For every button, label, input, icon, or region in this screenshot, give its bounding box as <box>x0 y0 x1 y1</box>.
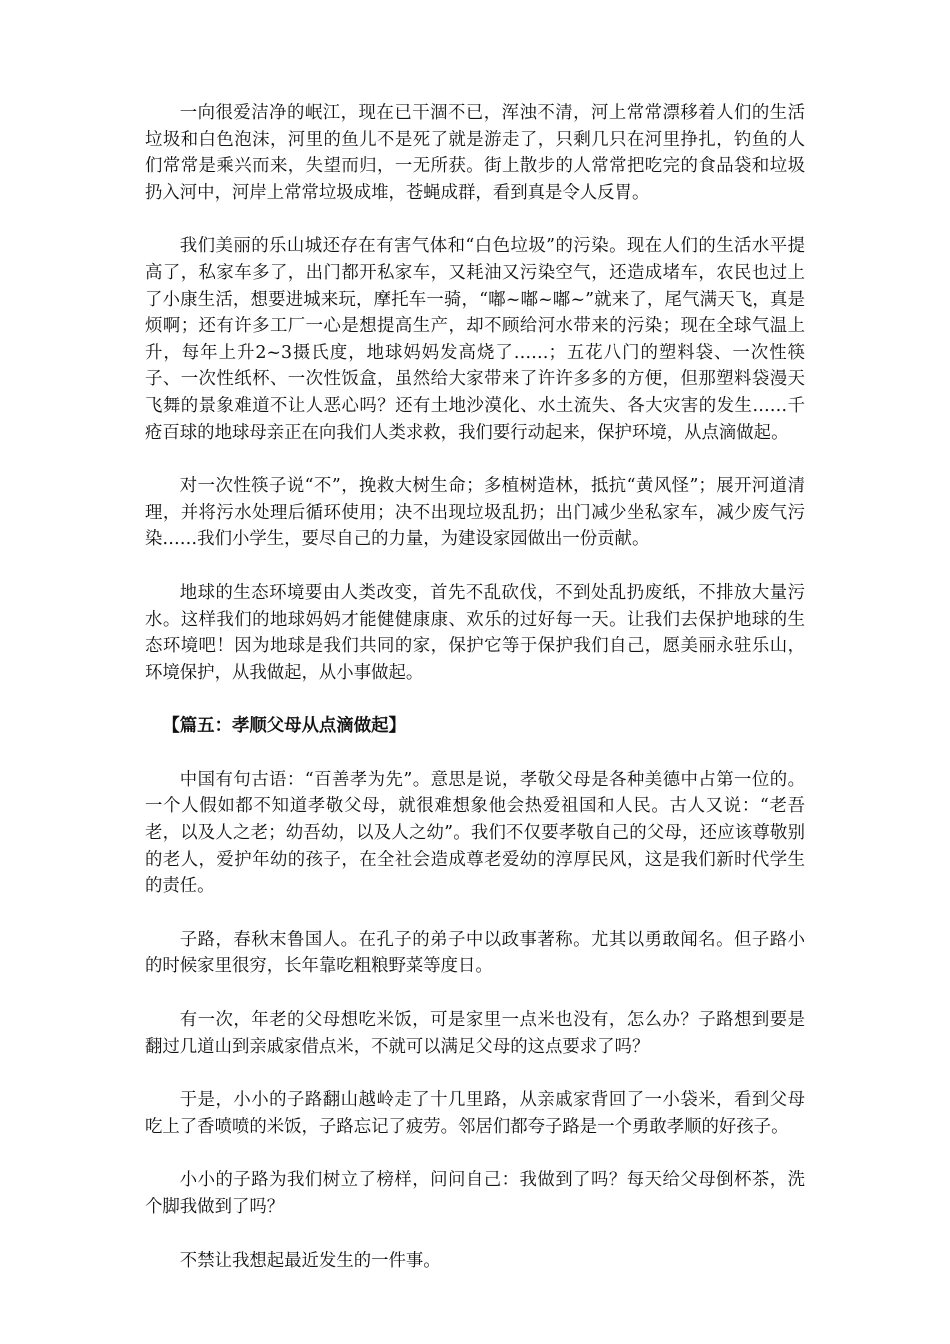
paragraph-minjiang-pollution: 一向很爱洁净的岷江，现在已干涸不已，浑浊不清，河上常常漂移着人们的生活垃圾和白色泡沫，河里的鱼儿不是死了就是游走了，只剩几只在河里挣扎，钓鱼的人们常常是乘兴而来，失望而归，一无所获。街上散步的人常常把吃完的食品袋和垃圾扔入河中，河岸上常常垃圾成堆，苍蝇成群，看到真是令人反胃。 <box>145 103 805 203</box>
paragraph-leshan-pollution: 我们美丽的乐山城还存在有害气体和“白色垃圾”的污染。现在人们的生活水平提高了，私家车多了，出门都开私家车，又耗油又污染空气，还造成堵车，农民也过上了小康生活，想要进城来玩，摩托车一骑，“嘟~嘟~嘟~”就来了，尾气满天飞，真是烦啊；还有许多工厂一心是想提高生产，却不顾给河水带来的污染；现在全球气温上升，每年上升2~3摄氏度，地球妈妈发高烧了……；五花八门的塑料袋、一次性筷子、一次性纸杯、一次性饭盒，虽然给大家带来了许许多多的方便，但那塑料袋漫天飞舞的景象难道不让人恶心吗？还有土地沙漠化、水土流失、各大灾害的发生……千疮百球的地球母亲正在向我们人类求救，我们要行动起来，保护环境，从点滴做起。 <box>145 236 805 443</box>
paragraph-zilu-intro: 子路，春秋末鲁国人。在孔子的弟子中以政事著称。尤其以勇敢闻名。但子路小的时候家里很穷，长年靠吃粗粮野菜等度日。 <box>145 929 805 977</box>
section-heading: 【篇五：孝顺父母从点滴做起】 <box>162 716 406 737</box>
paragraph-filial-piety-intro: 中国有句古语：“百善孝为先”。意思是说，孝敬父母是各种美德中占第一位的。一个人假如都不知道孝敬父母，就很难想象他会热爱祖国和人民。古人又说：“老吾老，以及人之老；幼吾幼，以及人之幼”。我们不仅要孝敬自己的父母，还应该尊敬别的老人，爱护年幼的孩子，在全社会造成尊老爱幼的淳厚民风，这是我们新时代学生的责任。 <box>145 769 805 897</box>
document-page <box>145 100 805 1301</box>
paragraph-actions: 对一次性筷子说“不”，挽救大树生命；多植树造林，抵抗“黄风怪”；展开河道清理，并将污水处理后循环使用；决不出现垃圾乱扔；出门减少坐私家车，减少废气污染……我们小学生，要尽自己的力量，为建设家园做出一份贡献。 <box>145 476 805 550</box>
paragraph-zilu-rice: 有一次，年老的父母想吃米饭，可是家里一点米也没有，怎么办？子路想到要是翻过几道山到亲戚家借点米，不就可以满足父母的这点要求了吗？ <box>145 1010 805 1057</box>
paragraph-conclusion: 地球的生态环境要由人类改变，首先不乱砍伐，不到处乱扔废纸，不排放大量污水。这样我们的地球妈妈才能健健康康、欢乐的过好每一天。让我们去保护地球的生态环境吧！因为地球是我们共同的家，保护它等于保护我们自己，愿美丽永驻乐山，环境保护，从我做起，从小事做起。 <box>145 582 805 683</box>
paragraph-recent-event: 不禁让我想起最近发生的一件事。 <box>179 1250 441 1271</box>
paragraph-self-reflection: 小小的子路为我们树立了榜样，问问自己：我做到了吗？每天给父母倒杯茶，洗个脚我做到了吗？ <box>145 1170 805 1217</box>
paragraph-zilu-journey: 于是，小小的子路翻山越岭走了十几里路，从亲戚家背回了一小袋米，看到父母吃上了香喷喷的米饭，子路忘记了疲劳。邻居们都夸子路是一个勇敢孝顺的好孩子。 <box>145 1090 805 1137</box>
